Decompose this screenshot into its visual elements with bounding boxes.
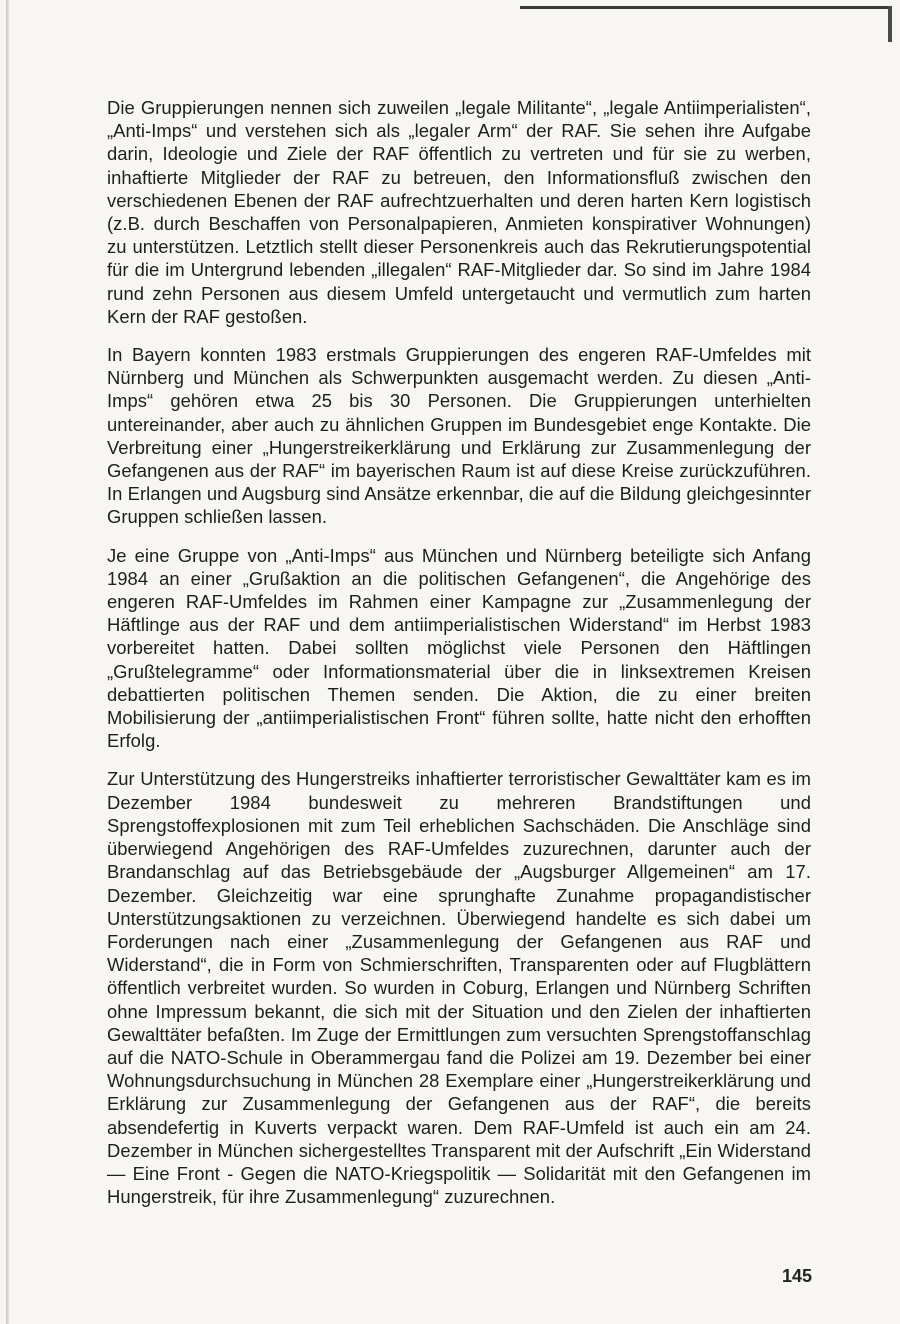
paragraph-3: Je eine Gruppe von „Anti-Imps“ aus München und Nürnberg beteiligte sich Anfang 1984 an einer „Grußaktion an die politischen Gefangenen“, die Angehörige des engeren RAF-Umfeldes im Rahmen einer Kampagne zur „Zusammenlegung der Häftlinge aus der RAF und dem antiimperialistischen Widerstand“ im Herbst 1983 vorbereitet hatten. Dabei sollten möglichst viele Personen den Häftlingen „Grußtelegramme“ oder Informationsmaterial über die in linksextremen Kreisen debattierten politischen Themen senden. Die Aktion, die zu einer breiten Mobilisierung der „antiimperialistischen Front“ führen sollte, hatte nicht den erhofften Erfolg.: [107, 544, 811, 752]
paragraph-4: Zur Unterstützung des Hungerstreiks inhaftierter terroristischer Gewalttäter kam es im Dezember 1984 bundesweit zu mehreren Brandstiftungen und Sprengstoffexplosionen mit zum Teil erheblichen Sachschäden. Die Anschläge sind überwiegend Angehörigen des RAF-Umfeldes zuzurechnen, darunter auch der Brandanschlag auf das Betriebsgebäude der „Augsburger Allgemeinen“ am 17. Dezember. Gleichzeitig war eine sprunghafte Zunahme propagandistischer Unterstützungsaktionen zu verzeichnen. Überwiegend handelte es sich dabei um Forderungen nach einer „Zusammenlegung der Gefangenen aus RAF und Widerstand“, die in Form von Schmierschriften, Transparenten oder auf Flugblättern öffentlich verbreitet wurden. So wurden in Coburg, Erlangen und Nürnberg Schriften ohne Impressum bekannt, die sich mit der Situation und den Zielen der inhaftierten Gewalttäter befaßten. Im Zuge der Ermittlungen zum versuchten Sprengstoffanschlag auf die NATO-Schule in Oberammergau fand die Polizei am 19. Dezember bei einer Wohnungsdurchsuchung in München 28 Exemplare einer „Hungerstreikerklärung und Erklärung zur Zusammenlegung der Gefangenen aus der RAF“, die bereits absendefertig in Kuverts verpackt waren. Dem RAF-Umfeld ist auch ein am 24. Dezember in München sichergestelltes Transparent mit der Aufschrift „Ein Widerstand — Eine Front - Gegen die NATO-Kriegspolitik — Solidarität mit den Gefangenen im Hungerstreik, für ihre Zusammenlegung“ zuzurechnen.: [107, 768, 811, 1208]
body-text: [107, 96, 811, 1223]
page-edge-left: [6, 0, 9, 1324]
page-edge-top: [520, 6, 892, 9]
page-edge-right: [888, 6, 892, 42]
paragraph-2: In Bayern konnten 1983 erstmals Gruppierungen des engeren RAF-Umfeldes mit Nürnberg und München als Schwerpunkten ausgemacht werden. Zu diesen „Anti-Imps“ gehören etwa 25 bis 30 Personen. Die Gruppierungen unterhielten untereinander, aber auch zu ähnlichen Gruppen im Bundesgebiet enge Kontakte. Die Verbreitung einer „Hungerstreikerklärung und Erklärung zur Zusammenlegung der Gefangenen aus der RAF“ im bayerischen Raum ist auf diese Kreise zurückzuführen. In Erlangen und Augsburg sind Ansätze erkennbar, die auf die Bildung gleichgesinnter Gruppen schließen lassen.: [107, 344, 811, 528]
page-number: 145: [781, 1266, 812, 1286]
paragraph-1: Die Gruppierungen nennen sich zuweilen „legale Militante“, „legale Antiimperialisten“, „Anti-Imps“ und verstehen sich als „legaler Arm“ der RAF. Sie sehen ihre Aufgabe darin, Ideologie und Ziele der RAF öffentlich zu vertreten und für sie zu werben, inhaftierte Mitglieder der RAF zu betreuen, den Informationsfluß zwischen den verschiedenen Ebenen der RAF aufrechtzuerhalten und deren harten Kern logistisch (z.B. durch Beschaffen von Personalpapieren, Anmieten konspirativer Wohnungen) zu unterstützen. Letztlich stellt dieser Personenkreis auch das Rekrutierungspotential für die im Untergrund lebenden „illegalen“ RAF-Mitglieder dar. So sind im Jahre 1984 rund zehn Personen aus diesem Umfeld untergetaucht und vermutlich zum harten Kern der RAF gestoßen.: [107, 97, 811, 327]
